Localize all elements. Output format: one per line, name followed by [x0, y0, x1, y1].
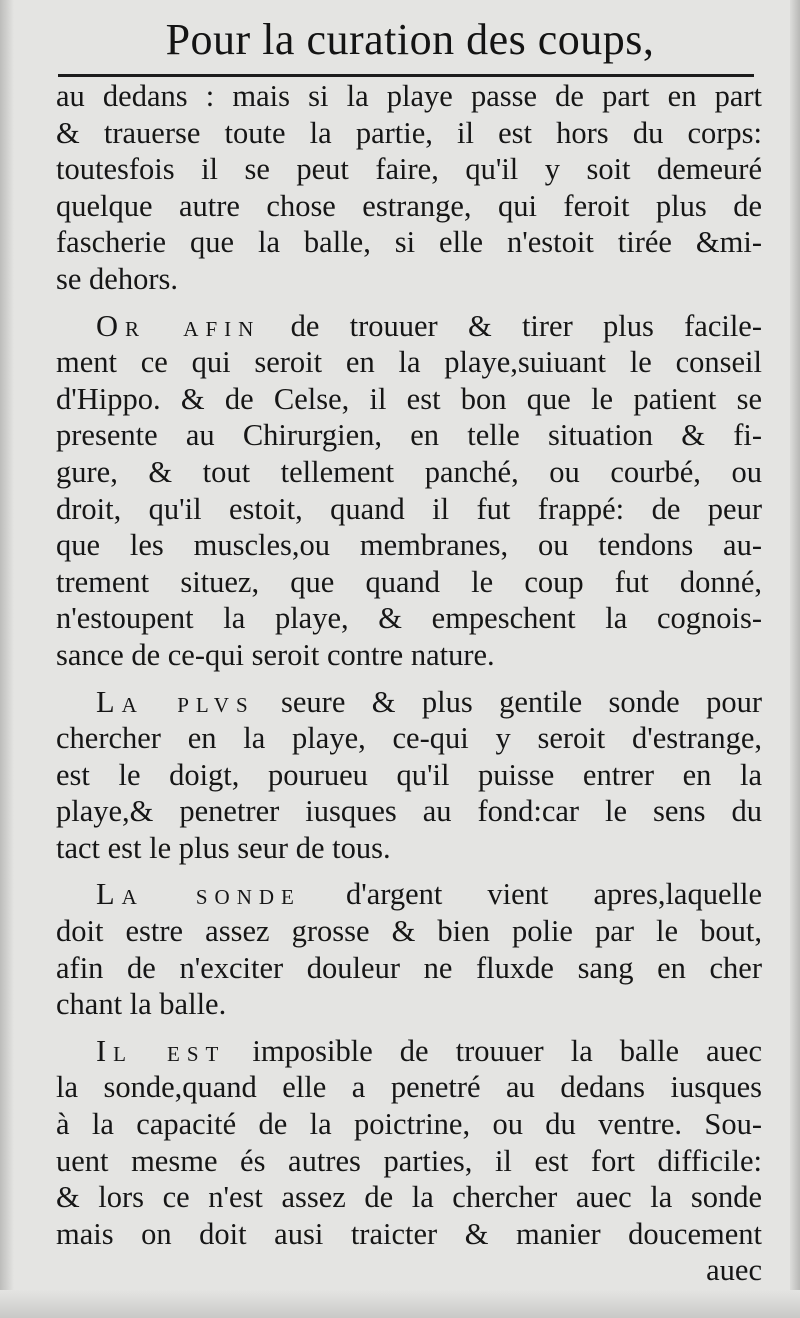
text-line: uent mesme és autres parties, il est fort difficile:	[56, 1143, 762, 1178]
text-line: est le doigt, pourueu qu'il puisse entrer en la	[56, 757, 762, 792]
paragraph-1	[56, 78, 762, 298]
text-line: ment ce qui seroit en la playe,suiuant le conseil	[56, 345, 762, 380]
text-line-rest: d'argent vient apres,laquelle	[300, 877, 762, 912]
text-line-rest: seure & plus gentile sonde pour	[254, 684, 762, 719]
text-line-rest: de trouuer & tirer plus facile-	[260, 308, 762, 343]
text-line: d'Hippo. & de Celse, il est bon que le patient se	[56, 381, 762, 416]
paragraph-lead: La plvs	[96, 684, 255, 719]
text-line: que les muscles,ou membranes, ou tendons au-	[56, 528, 762, 563]
paragraph-lead: La sonde	[96, 877, 301, 912]
paragraph-4	[56, 876, 762, 1022]
text-line: playe,& penetrer iusques au fond:car le sens du	[56, 794, 762, 829]
catchword: auec	[706, 1253, 762, 1288]
paragraph-lead: Or afin	[96, 308, 261, 343]
page-gutter-shadow	[0, 0, 14, 1318]
text-line: chercher en la playe, ce-qui y seroit d'estrange,	[56, 721, 762, 756]
text-line: mais on doit ausi traicter & manier doucement	[56, 1216, 762, 1251]
text-line: la sonde,quand elle a penetré au dedans iusques	[56, 1070, 762, 1105]
paragraph-2	[56, 308, 762, 674]
text-line: & trauerse toute la partie, il est hors du corps:	[56, 115, 762, 150]
text-line: fascherie que la balle, si elle n'estoit tirée &mi-	[56, 225, 762, 260]
text-line: se dehors.	[56, 261, 178, 296]
paragraph-3	[56, 684, 762, 867]
text-line	[56, 876, 762, 913]
paragraph-5	[56, 1033, 762, 1253]
text-line: au dedans : mais si la playe passe de part en part	[56, 79, 762, 113]
text-line: n'estoupent la playe, & empeschent la cognois-	[56, 601, 762, 636]
head-rule	[58, 74, 754, 77]
text-line: toutesfois il se peut faire, qu'il y soit demeuré	[56, 152, 762, 187]
text-line: quelque autre chose estrange, qui feroit plus de	[56, 188, 762, 223]
page-bottom-shadow	[0, 1290, 800, 1318]
text-line-rest: imposible de trouuer la balle auec	[225, 1033, 762, 1068]
text-line	[56, 308, 762, 345]
text-line: à la capacité de la poictrine, ou du ventre. Sou-	[56, 1107, 762, 1142]
text-line: doit estre assez grosse & bien polie par le bout,	[56, 914, 762, 949]
paragraph-lead: Il est	[96, 1033, 226, 1068]
body-text	[56, 78, 762, 1289]
text-line: droit, qu'il estoit, quand il fut frappé: de peur	[56, 491, 762, 526]
text-line: gure, & tout tellement panché, ou courbé, ou	[56, 454, 762, 489]
text-line	[56, 1033, 762, 1070]
page-edge-shadow	[790, 0, 800, 1318]
text-line: tact est le plus seur de tous.	[56, 830, 391, 865]
text-line: trement situez, que quand le coup fut donné,	[56, 564, 762, 599]
text-line: chant la balle.	[56, 987, 227, 1022]
running-head: Pour la curation des coups,	[165, 15, 655, 64]
text-line: presente au Chirurgien, en telle situation & fi-	[56, 418, 762, 453]
text-line: & lors ce n'est assez de la chercher auec la sonde	[56, 1180, 762, 1215]
text-line: sance de ce-qui seroit contre nature.	[56, 637, 495, 672]
text-line: afin de n'exciter douleur ne fluxde sang en cher	[56, 950, 762, 985]
text-line	[56, 684, 762, 721]
